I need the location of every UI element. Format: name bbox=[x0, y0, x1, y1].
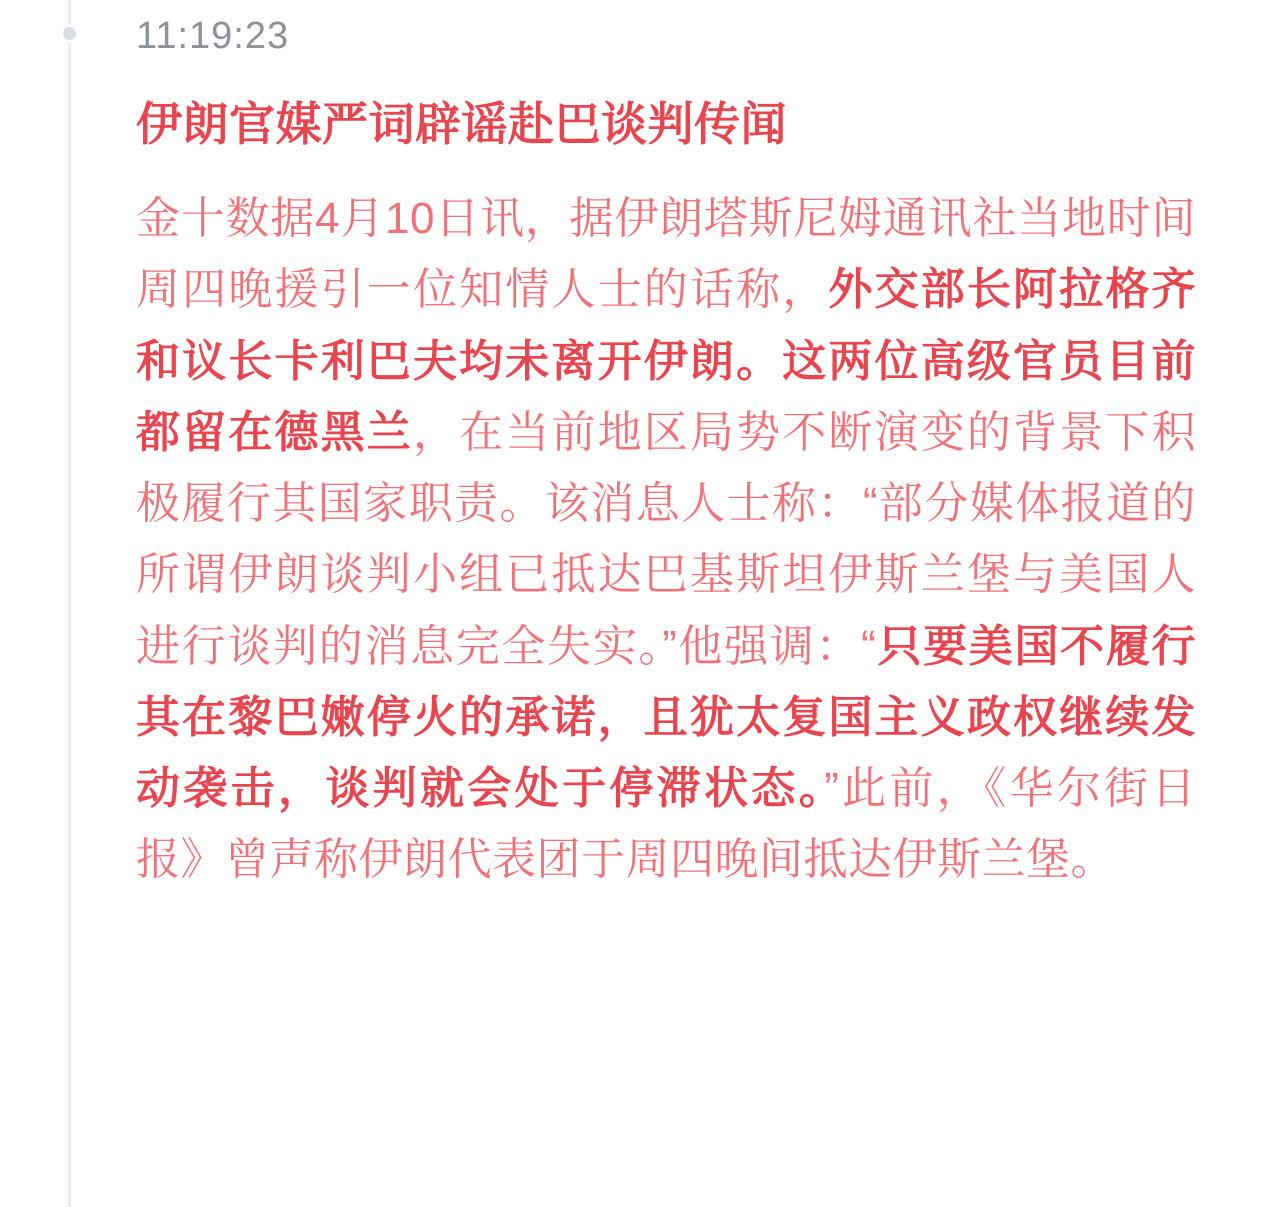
body-segment: 金十数据4月10日讯，据伊朗塔斯尼姆通讯社当地时间周四晚援引一位知情人士的话称， bbox=[136, 194, 1196, 315]
news-entry[interactable] bbox=[136, 0, 1196, 896]
post-timestamp: 11:19:23 bbox=[136, 15, 290, 57]
body-segment-emphasis: 只要美国不履行其在黎巴嫩停火的承诺，且犹太复国主义政权继续发动袭击，谈判就会处于停滞状态。 bbox=[136, 621, 1197, 814]
post-headline[interactable]: 伊朗官媒严词辟谣赴巴谈判传闻 bbox=[136, 96, 787, 151]
body-segment: ”此前，《华尔街日报》曾声称伊朗代表团于周四晚间抵达伊斯兰堡。 bbox=[136, 764, 1197, 885]
timeline-rail bbox=[68, 0, 71, 1207]
timeline-dot-icon bbox=[60, 24, 79, 43]
body-segment-emphasis: 外交部长阿拉格齐和议长卡利巴夫均未离开伊朗。这两位高级官员目前都留在德黑兰 bbox=[136, 265, 1197, 457]
post-body bbox=[136, 183, 1196, 896]
body-segment: ，在当前地区局势不断演变的背景下积极履行其国家职责。该消息人士称：“部分媒体报道的所谓伊朗谈判小组已抵达巴基斯坦伊斯兰堡与美国人进行谈判的消息完全失实。”他强调：“ bbox=[136, 407, 1197, 671]
